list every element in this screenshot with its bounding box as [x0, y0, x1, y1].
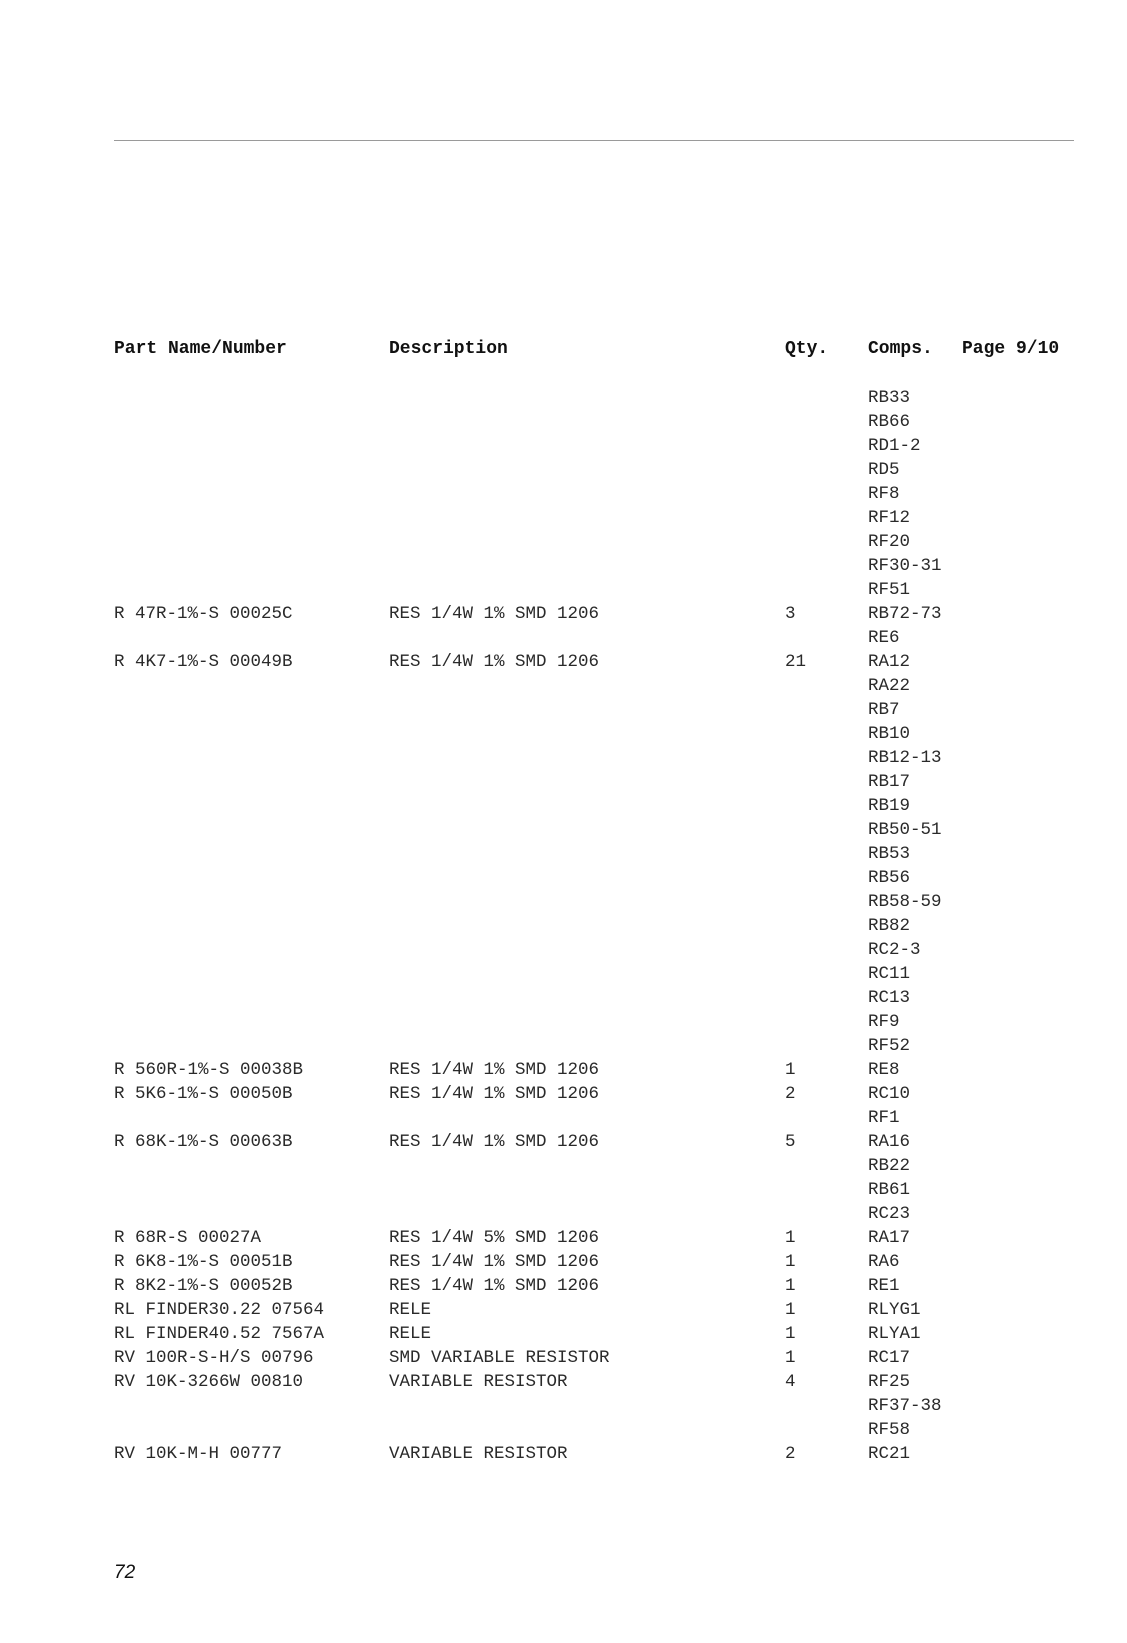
table-row: [0, 1058, 1127, 1082]
component-ref-cell: RB72-73: [868, 604, 942, 624]
table-row: [0, 1010, 1127, 1034]
component-ref-cell: RD1-2: [868, 436, 921, 456]
page-number: 72: [114, 1562, 136, 1583]
component-ref-cell: RF37-38: [868, 1396, 942, 1416]
table-row: [0, 1346, 1127, 1370]
component-ref-cell: RD5: [868, 460, 900, 480]
header-comps: Comps.: [868, 339, 933, 359]
description-cell: RES 1/4W 1% SMD 1206: [389, 1252, 600, 1272]
quantity-cell: 5: [785, 1132, 796, 1152]
component-ref-cell: RB22: [868, 1156, 911, 1176]
part-number-cell: R 68K-1%-S 00063B: [114, 1132, 293, 1152]
component-ref-cell: RB56: [868, 868, 911, 888]
table-row: [0, 1394, 1127, 1418]
component-ref-cell: RF52: [868, 1036, 911, 1056]
component-ref-cell: RC23: [868, 1204, 911, 1224]
quantity-cell: 3: [785, 604, 796, 624]
table-row: [0, 1370, 1127, 1394]
component-ref-cell: RB17: [868, 772, 911, 792]
quantity-cell: 1: [785, 1348, 796, 1368]
component-ref-cell: RA22: [868, 676, 911, 696]
table-row: [0, 1322, 1127, 1346]
table-row: [0, 866, 1127, 890]
table-row: [0, 746, 1127, 770]
component-ref-cell: RC2-3: [868, 940, 921, 960]
table-row: [0, 1226, 1127, 1250]
table-row: [0, 914, 1127, 938]
component-ref-cell: RLYA1: [868, 1324, 921, 1344]
quantity-cell: 1: [785, 1276, 796, 1296]
table-row: [0, 1298, 1127, 1322]
part-number-cell: R 8K2-1%-S 00052B: [114, 1276, 293, 1296]
component-ref-cell: RB12-13: [868, 748, 942, 768]
component-ref-cell: RF12: [868, 508, 911, 528]
part-number-cell: R 68R-S 00027A: [114, 1228, 262, 1248]
component-ref-cell: RC11: [868, 964, 911, 984]
table-row: [0, 986, 1127, 1010]
component-ref-cell: RB7: [868, 700, 900, 720]
table-row: [0, 506, 1127, 530]
part-number-cell: RL FINDER30.22 07564: [114, 1300, 325, 1320]
component-ref-cell: RB82: [868, 916, 911, 936]
component-ref-cell: RC21: [868, 1444, 911, 1464]
component-ref-cell: RF30-31: [868, 556, 942, 576]
description-cell: RES 1/4W 1% SMD 1206: [389, 1276, 600, 1296]
table-row: [0, 1274, 1127, 1298]
table-row: [0, 386, 1127, 410]
table-row: [0, 1178, 1127, 1202]
header-description: Description: [389, 339, 508, 359]
table-row: [0, 554, 1127, 578]
component-ref-cell: RC13: [868, 988, 911, 1008]
table-row: [0, 482, 1127, 506]
description-cell: RES 1/4W 5% SMD 1206: [389, 1228, 600, 1248]
component-ref-cell: RF51: [868, 580, 911, 600]
table-row: [0, 1154, 1127, 1178]
quantity-cell: 1: [785, 1252, 796, 1272]
component-ref-cell: RA12: [868, 652, 911, 672]
quantity-cell: 1: [785, 1324, 796, 1344]
part-number-cell: RL FINDER40.52 7567A: [114, 1324, 325, 1344]
component-ref-cell: RC17: [868, 1348, 911, 1368]
component-ref-cell: RC10: [868, 1084, 911, 1104]
component-ref-cell: RB50-51: [868, 820, 942, 840]
component-ref-cell: RE1: [868, 1276, 900, 1296]
table-row: [0, 1082, 1127, 1106]
table-row: [0, 1418, 1127, 1442]
part-number-cell: R 560R-1%-S 00038B: [114, 1060, 304, 1080]
description-cell: RELE: [389, 1324, 432, 1344]
quantity-cell: 4: [785, 1372, 796, 1392]
table-row: [0, 434, 1127, 458]
part-number-cell: R 4K7-1%-S 00049B: [114, 652, 293, 672]
table-row: [0, 794, 1127, 818]
table-row: [0, 530, 1127, 554]
component-ref-cell: RB53: [868, 844, 911, 864]
table-row: [0, 602, 1127, 626]
header-qty: Qty.: [785, 339, 829, 359]
description-cell: RELE: [389, 1300, 432, 1320]
table-row: [0, 578, 1127, 602]
parts-table: [0, 386, 1127, 1466]
description-cell: SMD VARIABLE RESISTOR: [389, 1348, 610, 1368]
component-ref-cell: RE8: [868, 1060, 900, 1080]
table-row: [0, 1034, 1127, 1058]
part-number-cell: RV 10K-M-H 00777: [114, 1444, 283, 1464]
table-row: [0, 890, 1127, 914]
quantity-cell: 1: [785, 1060, 796, 1080]
component-ref-cell: RA16: [868, 1132, 911, 1152]
description-cell: RES 1/4W 1% SMD 1206: [389, 604, 600, 624]
component-ref-cell: RB66: [868, 412, 911, 432]
part-number-cell: R 6K8-1%-S 00051B: [114, 1252, 293, 1272]
table-row: [0, 650, 1127, 674]
component-ref-cell: RF58: [868, 1420, 911, 1440]
description-cell: VARIABLE RESISTOR: [389, 1444, 568, 1464]
part-number-cell: R 5K6-1%-S 00050B: [114, 1084, 293, 1104]
description-cell: VARIABLE RESISTOR: [389, 1372, 568, 1392]
part-number-cell: RV 10K-3266W 00810: [114, 1372, 304, 1392]
component-ref-cell: RE6: [868, 628, 900, 648]
table-row: [0, 1250, 1127, 1274]
quantity-cell: 2: [785, 1084, 796, 1104]
table-row: [0, 1202, 1127, 1226]
component-ref-cell: RB61: [868, 1180, 911, 1200]
table-row: [0, 938, 1127, 962]
component-ref-cell: RB58-59: [868, 892, 942, 912]
component-ref-cell: RF9: [868, 1012, 900, 1032]
header-page-indicator: Page 9/10: [962, 339, 1060, 359]
quantity-cell: 1: [785, 1228, 796, 1248]
table-row: [0, 458, 1127, 482]
component-ref-cell: RF1: [868, 1108, 900, 1128]
table-row: [0, 962, 1127, 986]
table-row: [0, 698, 1127, 722]
table-row: [0, 722, 1127, 746]
component-ref-cell: RB19: [868, 796, 911, 816]
table-row: [0, 770, 1127, 794]
part-number-cell: RV 100R-S-H/S 00796: [114, 1348, 314, 1368]
table-row: [0, 410, 1127, 434]
table-row: [0, 842, 1127, 866]
quantity-cell: 1: [785, 1300, 796, 1320]
description-cell: RES 1/4W 1% SMD 1206: [389, 652, 600, 672]
description-cell: RES 1/4W 1% SMD 1206: [389, 1132, 600, 1152]
description-cell: RES 1/4W 1% SMD 1206: [389, 1060, 600, 1080]
table-row: [0, 1106, 1127, 1130]
component-ref-cell: RF8: [868, 484, 900, 504]
component-ref-cell: RF25: [868, 1372, 911, 1392]
table-row: [0, 626, 1127, 650]
component-ref-cell: RA17: [868, 1228, 911, 1248]
component-ref-cell: RB33: [868, 388, 911, 408]
header-part-name: Part Name/Number: [114, 339, 287, 359]
quantity-cell: 2: [785, 1444, 796, 1464]
table-row: [0, 674, 1127, 698]
table-row: [0, 1130, 1127, 1154]
top-divider: [114, 140, 1074, 141]
component-ref-cell: RA6: [868, 1252, 900, 1272]
table-row: [0, 818, 1127, 842]
description-cell: RES 1/4W 1% SMD 1206: [389, 1084, 600, 1104]
component-ref-cell: RB10: [868, 724, 911, 744]
quantity-cell: 21: [785, 652, 807, 672]
component-ref-cell: RF20: [868, 532, 911, 552]
component-ref-cell: RLYG1: [868, 1300, 921, 1320]
part-number-cell: R 47R-1%-S 00025C: [114, 604, 293, 624]
table-row: [0, 1442, 1127, 1466]
